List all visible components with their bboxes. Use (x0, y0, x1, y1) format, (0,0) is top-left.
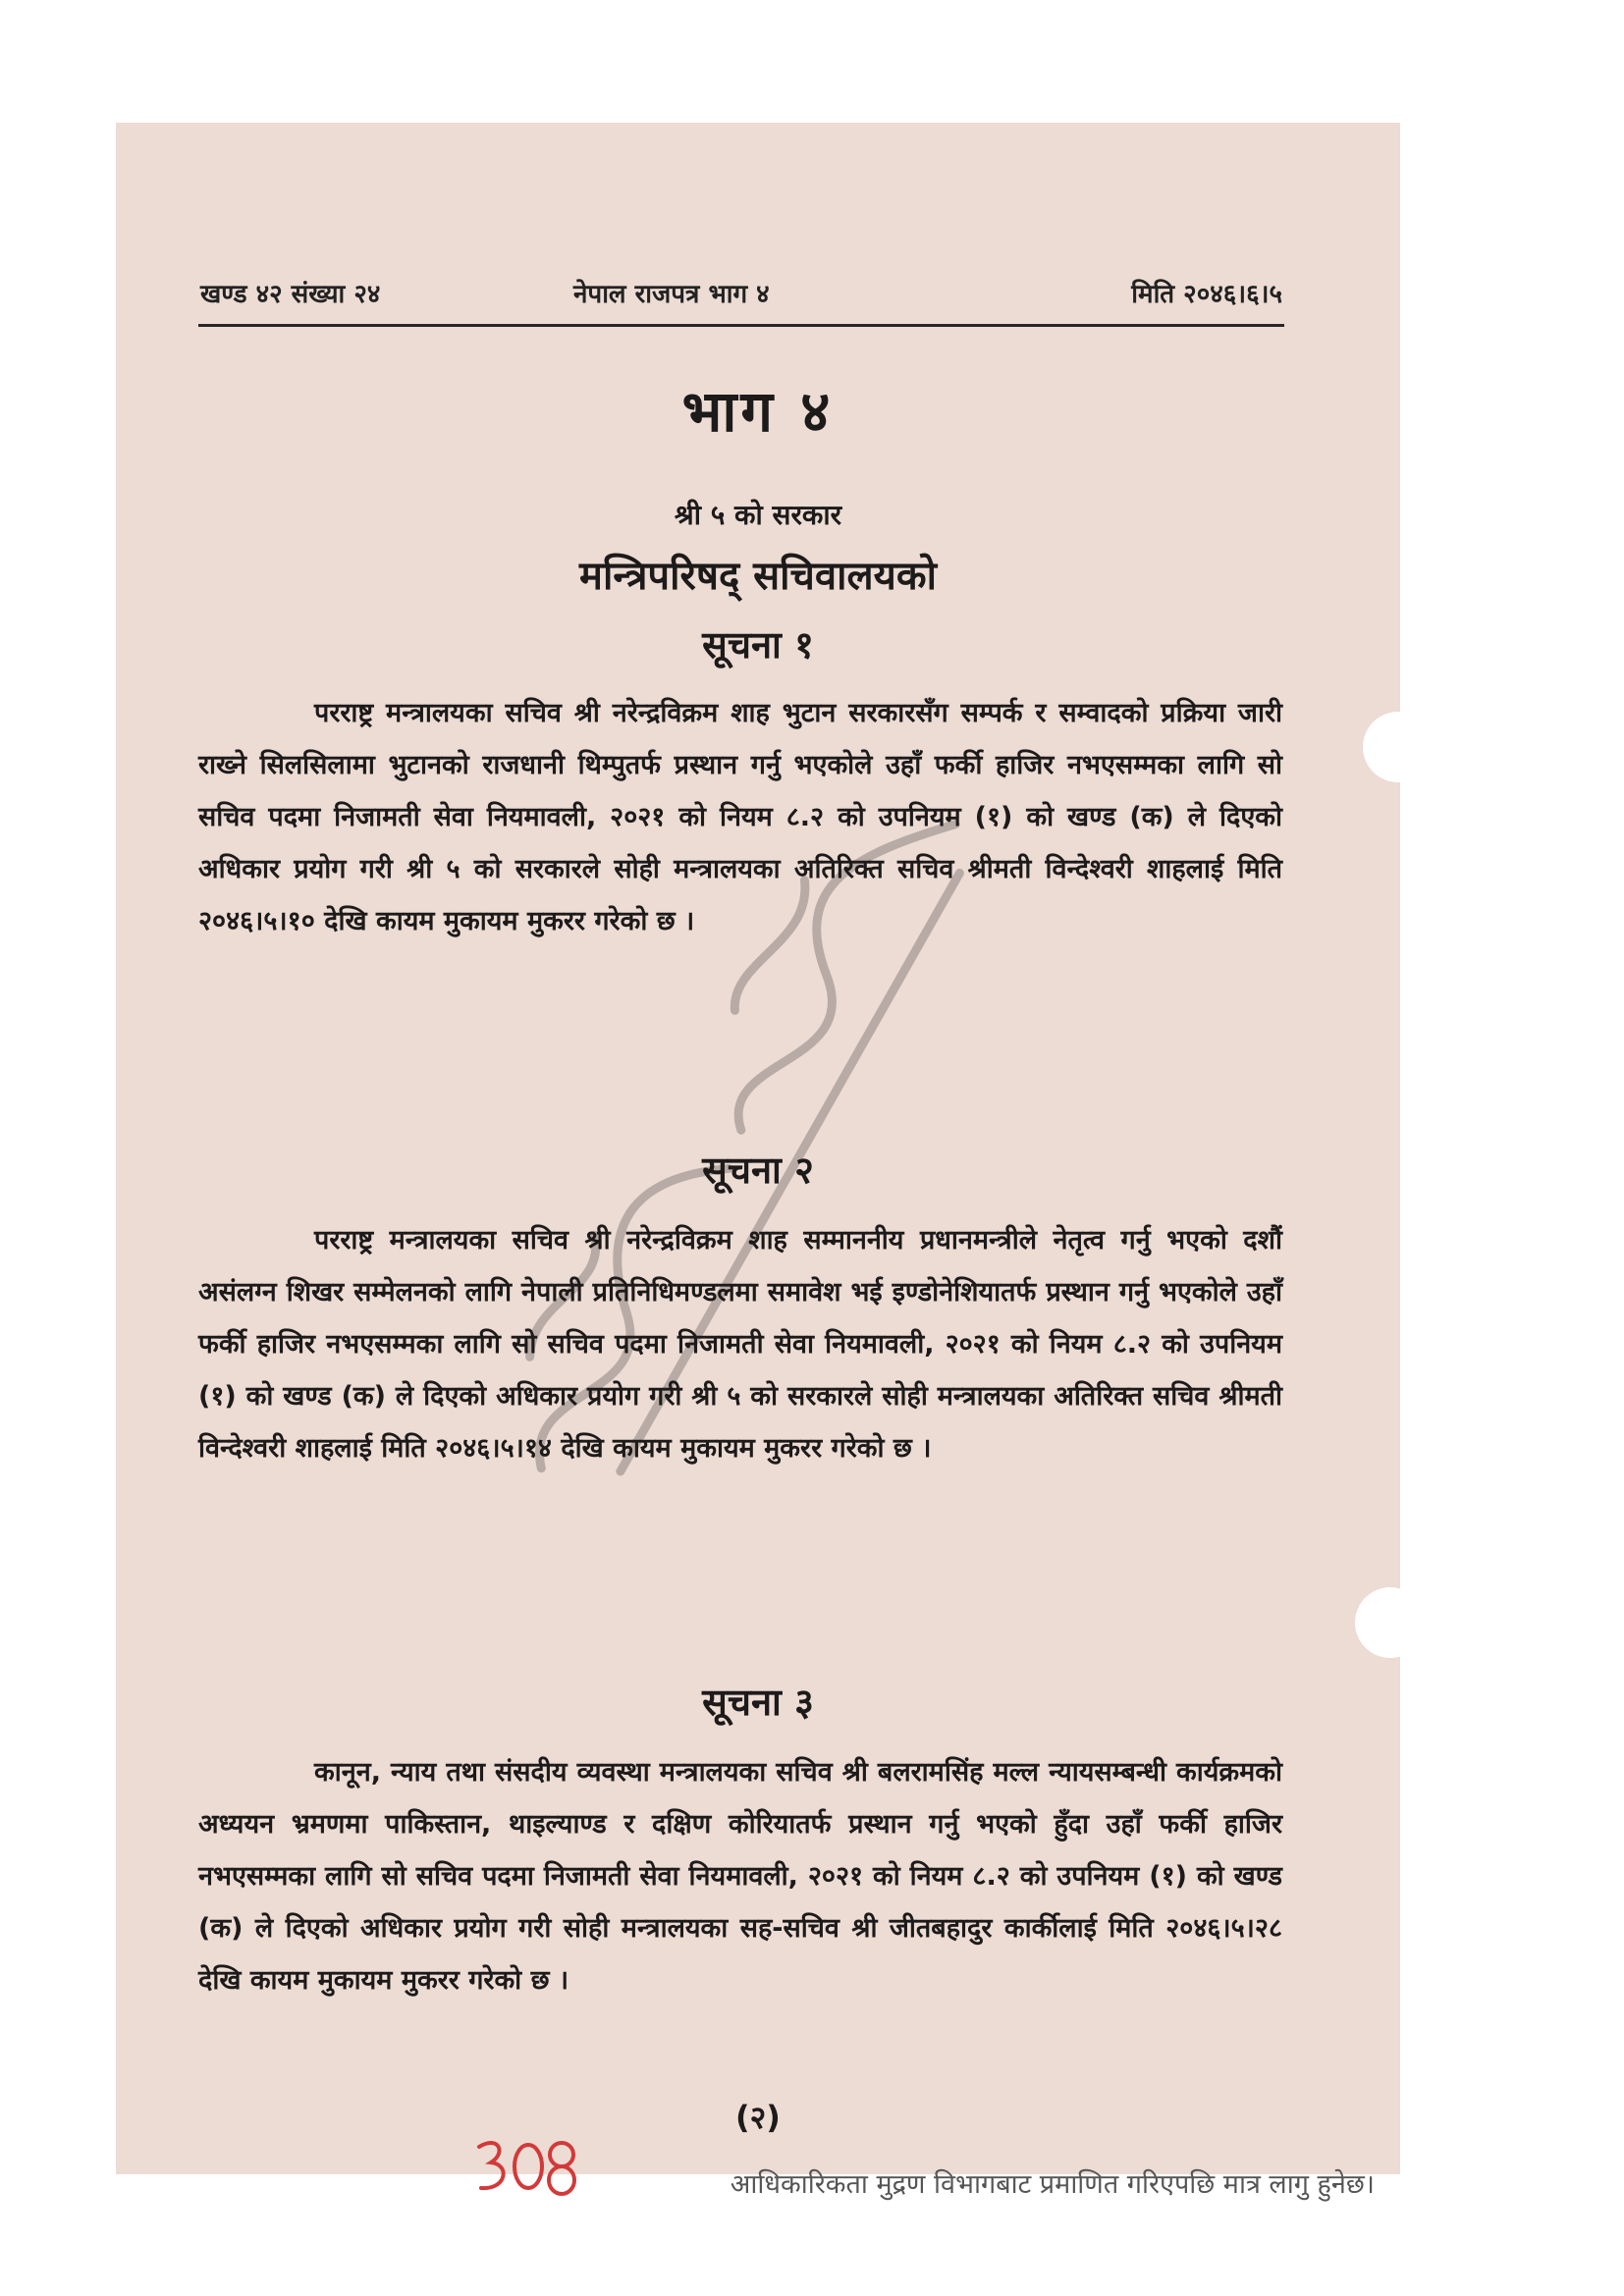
issue-date: मिति २०४६।६।५ (1131, 280, 1282, 309)
gazette-title: नेपाल राजपत्र भाग ४ (573, 280, 770, 309)
gazette-page (116, 123, 1400, 2200)
part-title: भाग ४ (681, 378, 835, 445)
volume-number: खण्ड ४२ संख्या २४ (200, 280, 381, 309)
notice-3-body: कानून, न्याय तथा संसदीय व्यवस्था मन्त्रालयका सचिव श्री बलरामसिंह मल्ल न्यायसम्बन्धी कार्यक्रमको अध्ययन भ्रमणमा पाकिस्तान, थाइल्याण्ड र दक्षिण कोरियातर्फ प्रस्थान गर्नु भएको हुँदा उहाँ फर्की हाजिर नभएसम्मका लागि सो सचिव पदमा निजामती सेवा नियमावली, २०२१ को नियम ८.२ को उपनियम (१) को खण्ड (क) ले दिएको अधिकार प्रयोग गरी सोही मन्त्रालयका सह-सचिव श्री जीतबहादुर कार्कीलाई मिति २०४६।५।२८ देखि कायम मुकायम मुकरर गरेको छ । (198, 1757, 1282, 1996)
office-heading: मन्त्रिपरिषद् सचिवालयको (579, 554, 937, 599)
notice-2-title: सूचना २ (702, 1148, 814, 1192)
running-header (200, 275, 1282, 318)
notice-3-title: सूचना ३ (702, 1681, 814, 1724)
notice-2-body: परराष्ट्र मन्त्रालयका सचिव श्री नरेन्द्रविक्रम शाह सम्माननीय प्रधानमन्त्रीले नेतृत्व गर्नु भएको दशौं असंलग्न शिखर सम्मेलनको लागि नेपाली प्रतिनिधिमण्डलमा समावेश भई इण्डोनेशियातर्फ प्रस्थान गर्नु भएकोले उहाँ फर्की हाजिर नभएसम्मका लागि सो सचिव पदमा निजामती सेवा नियमावली, २०२१ को नियम ८.२ को उपनियम (१) को खण्ड (क) ले दिएको अधिकार प्रयोग गरी श्री ५ को सरकारले सोही मन्त्रालयका अतिरिक्त सचिव श्रीमती विन्देश्वरी शाहलाई मिति २०४६।५।१४ देखि कायम मुकायम मुकरर गरेको छ । (198, 1225, 1282, 1464)
header-divider (198, 324, 1284, 327)
notice-1-title: सूचना १ (702, 623, 814, 667)
page-number: (२) (735, 2099, 781, 2136)
government-line: श्री ५ को सरकार (674, 499, 842, 531)
authentication-note: आधिकारिकता मुद्रण विभागबाट प्रमाणित गरिएपछि मात्र लागु हुनेछ। (730, 2169, 1375, 2200)
punch-hole (1355, 1587, 1426, 1658)
notice-1-body: परराष्ट्र मन्त्रालयका सचिव श्री नरेन्द्रविक्रम शाह भुटान सरकारसँग सम्पर्क र सम्वादको प्रक्रिया जारी राख्ने सिलसिलामा भुटानको राजधानी थिम्पुतर्फ प्रस्थान गर्नु भएकोले उहाँ फर्की हाजिर नभएसम्मका लागि सो सचिव पदमा निजामती सेवा नियमावली, २०२१ को नियम ८.२ को उपनियम (१) को खण्ड (क) ले दिएको अधिकार प्रयोग गरी श्री ५ को सरकारले सोही मन्त्रालयका अतिरिक्त सचिव श्रीमती विन्देश्वरी शाहलाई मिति २०४६।५।१० देखि कायम मुकायम मुकरर गरेको छ । (198, 698, 1282, 936)
punch-hole (1363, 712, 1434, 782)
